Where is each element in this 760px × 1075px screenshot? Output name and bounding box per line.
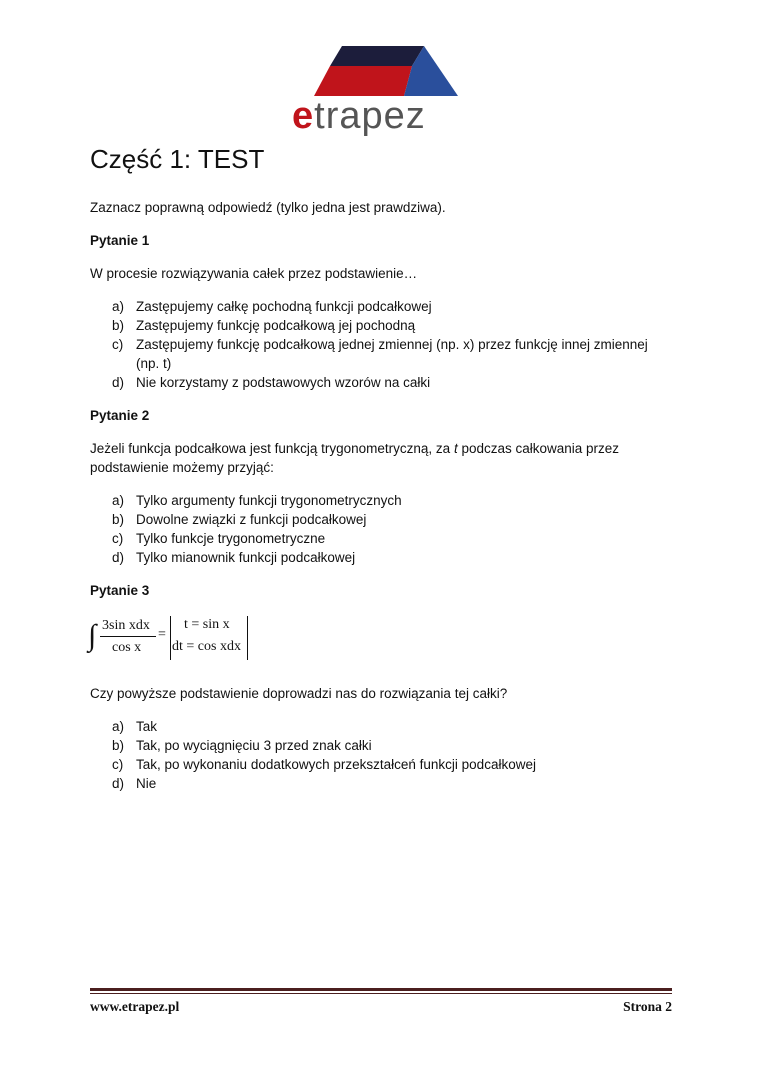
footer-page-number: Strona 2: [623, 999, 672, 1014]
question-2-text-end: podczas całkowania przez podstawienie możemy przyjąć:: [90, 441, 620, 475]
question-2-text: [90, 439, 672, 477]
document-content: [90, 142, 672, 807]
footer-rule-thin: [90, 993, 672, 994]
footer-rule-thick: [90, 988, 672, 991]
question-3-text: Czy powyższe podstawienie doprowadzi nas do rozwiązania tej całki?: [90, 686, 508, 701]
answer-option[interactable]: [90, 510, 672, 529]
answer-letter: d): [112, 550, 125, 565]
question-1-answers: [90, 297, 672, 392]
answer-option[interactable]: [90, 755, 672, 774]
question-2-answers: [90, 491, 672, 567]
footer-website-link[interactable]: www.etrapez.pl: [90, 999, 180, 1014]
answer-option[interactable]: [90, 548, 672, 567]
answer-letter: c): [112, 531, 124, 546]
formula-denominator: cos x: [112, 640, 142, 655]
answer-text: Zastępujemy funkcję podcałkową jednej zmiennej (np. x) przez funkcję innej zmiennej (np. t): [136, 337, 648, 371]
question-3-title: Pytanie 3: [90, 583, 150, 598]
answer-letter: c): [112, 757, 124, 772]
answer-option[interactable]: [90, 297, 672, 316]
logo-wordmark: [292, 96, 472, 136]
integral-sign: ∫: [88, 619, 97, 652]
variable-t: t: [453, 441, 458, 456]
answer-letter: a): [112, 719, 125, 734]
question-3-answers: [90, 717, 672, 793]
answer-text: Zastępujemy funkcję podcałkową jej pochodną: [136, 318, 416, 333]
answer-letter: b): [112, 318, 125, 333]
answer-option[interactable]: [90, 335, 672, 373]
answer-option[interactable]: [90, 736, 672, 755]
answer-text: Tak, po wyciągnięciu 3 przed znak całki: [136, 738, 372, 753]
answer-text: Tak: [136, 719, 158, 734]
answer-option[interactable]: [90, 529, 672, 548]
answer-text: Nie: [136, 776, 157, 791]
answer-option[interactable]: [90, 491, 672, 510]
question-2-title: Pytanie 2: [90, 408, 150, 423]
answer-text: Nie korzystamy z podstawowych wzorów na całki: [136, 375, 431, 390]
substitution-bar-left: [170, 616, 171, 660]
answer-text: Zastępujemy całkę pochodną funkcji podcałkowej: [136, 299, 432, 314]
answer-text: Tylko funkcje trygonometryczne: [136, 531, 326, 546]
answer-text: Tylko argumenty funkcji trygonometrycznych: [136, 493, 402, 508]
instruction-text: Zaznacz poprawną odpowiedź (tylko jedna jest prawdziwa).: [90, 200, 446, 215]
etrapez-logo: [292, 44, 472, 140]
logo-e: e: [292, 95, 315, 137]
question-1-text: W procesie rozwiązywania całek przez podstawienie…: [90, 266, 418, 281]
answer-letter: b): [112, 512, 125, 527]
page-title: Część 1: TEST: [90, 144, 265, 174]
answer-option[interactable]: [90, 373, 672, 392]
answer-text: Tylko mianownik funkcji podcałkowej: [136, 550, 356, 565]
answer-text: Dowolne związki z funkcji podcałkowej: [136, 512, 367, 527]
answer-letter: a): [112, 299, 125, 314]
answer-letter: c): [112, 337, 124, 352]
fraction-line: [100, 636, 156, 637]
formula-numerator: 3sin xdx: [102, 618, 150, 633]
substitution-line-1: t = sin x: [184, 617, 230, 632]
answer-text: Tak, po wykonaniu dodatkowych przekształceń funkcji podcałkowej: [136, 757, 536, 772]
trapezoid-logo-icon: [308, 44, 458, 96]
equals-sign: =: [158, 627, 166, 642]
answer-option[interactable]: [90, 774, 672, 793]
answer-option[interactable]: [90, 316, 672, 335]
integral-formula: [90, 614, 672, 664]
question-2-text-start: Jeżeli funkcja podcałkowa jest funkcją trygonometryczną, za: [90, 441, 454, 456]
answer-letter: a): [112, 493, 125, 508]
answer-letter: d): [112, 375, 125, 390]
answer-option[interactable]: [90, 717, 672, 736]
answer-letter: b): [112, 738, 125, 753]
substitution-bar-right: [247, 616, 248, 660]
logo-rest: trapez: [314, 95, 426, 137]
logo-top-shape: [330, 46, 424, 66]
answer-letter: d): [112, 776, 125, 791]
question-1-title: Pytanie 1: [90, 233, 150, 248]
substitution-line-2: dt = cos xdx: [172, 639, 241, 654]
logo-left-shape: [314, 66, 412, 96]
